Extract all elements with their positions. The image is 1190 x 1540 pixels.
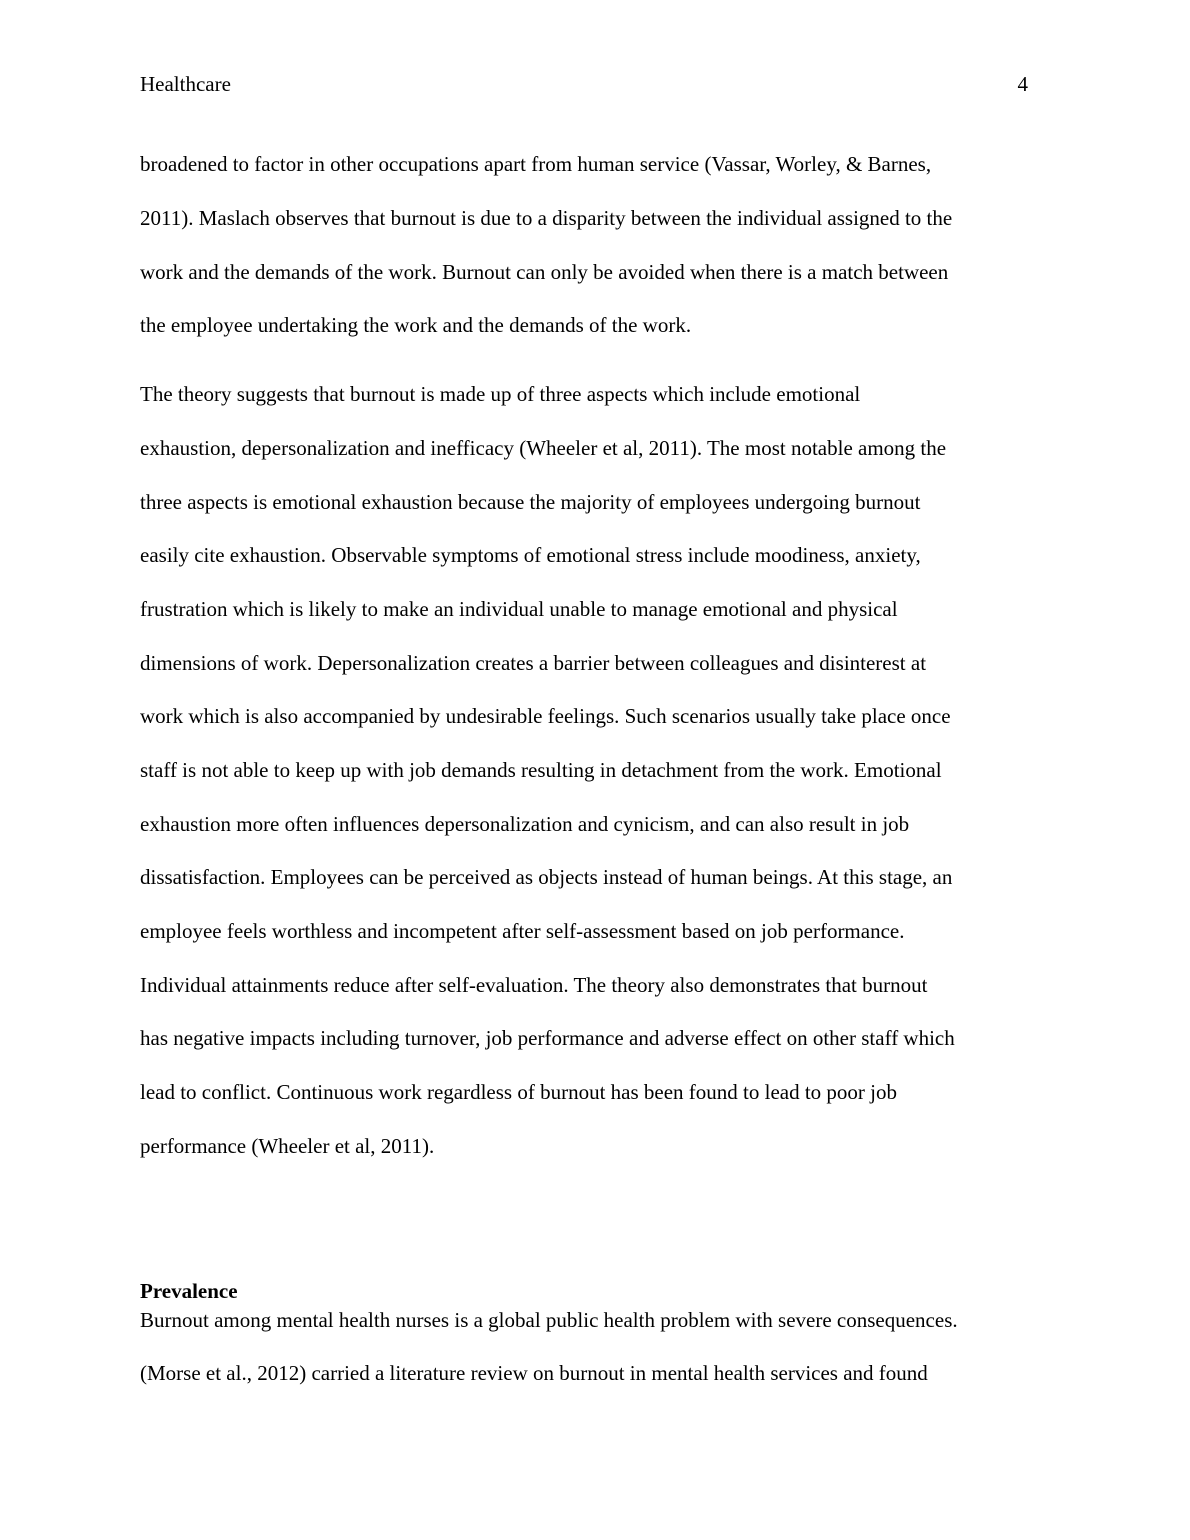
text-line: lead to conflict. Continuous work regardless of burnout has been found to lead to poor job xyxy=(140,1080,898,1104)
text-line: Individual attainments reduce after self-evaluation. The theory also demonstrates that burnout xyxy=(140,973,928,997)
text-line: the employee undertaking the work and the demands of the work. xyxy=(140,313,692,337)
text-line: exhaustion, depersonalization and inefficacy (Wheeler et al, 2011). The most notable among the xyxy=(140,436,947,460)
text-line: exhaustion more often influences depersonalization and cynicism, and can also result in job xyxy=(140,812,910,836)
text-line: dimensions of work. Depersonalization creates a barrier between colleagues and disinterest at xyxy=(140,651,927,675)
text-line: broadened to factor in other occupations apart from human service (Vassar, Worley, & Barnes, xyxy=(140,152,932,176)
text-line: dissatisfaction. Employees can be perceived as objects instead of human beings. At this stage, an xyxy=(140,865,953,889)
text-line: The theory suggests that burnout is made up of three aspects which include emotional xyxy=(140,382,861,406)
text-line: easily cite exhaustion. Observable symptoms of emotional stress include moodiness, anxiety, xyxy=(140,543,921,567)
running-head xyxy=(140,70,1028,98)
text-line: frustration which is likely to make an individual unable to manage emotional and physical xyxy=(140,597,898,621)
section-heading: Prevalence xyxy=(140,1279,238,1303)
text-line: three aspects is emotional exhaustion because the majority of employees undergoing burnout xyxy=(140,490,921,514)
text-line: work and the demands of the work. Burnout can only be avoided when there is a match between xyxy=(140,260,949,284)
text-line: (Morse et al., 2012) carried a literature review on burnout in mental health services and found xyxy=(140,1361,928,1385)
text-line: Burnout among mental health nurses is a global public health problem with severe consequences. xyxy=(140,1308,958,1332)
text-line: has negative impacts including turnover, job performance and adverse effect on other staff which xyxy=(140,1026,955,1050)
text-line: performance (Wheeler et al, 2011). xyxy=(140,1134,435,1158)
page-number: 4 xyxy=(1017,72,1028,96)
text-line: employee feels worthless and incompetent after self-assessment based on job performance. xyxy=(140,919,905,943)
running-head-title: Healthcare xyxy=(140,72,231,96)
text-line: staff is not able to keep up with job demands resulting in detachment from the work. Emotional xyxy=(140,758,942,782)
text-line: work which is also accompanied by undesirable feelings. Such scenarios usually take place once xyxy=(140,704,951,728)
text-line: 2011). Maslach observes that burnout is due to a disparity between the individual assigned to the xyxy=(140,206,953,230)
